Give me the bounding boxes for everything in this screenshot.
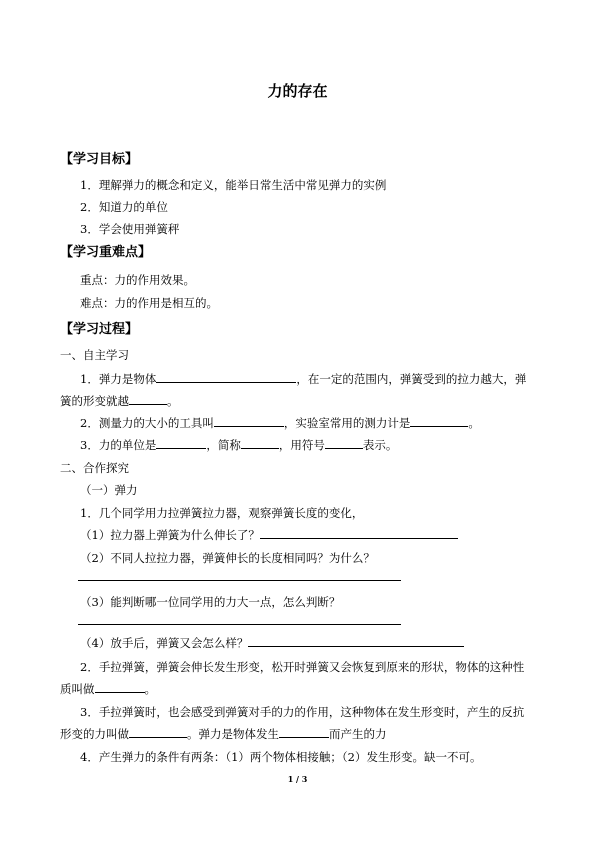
answer-blank[interactable]	[214, 415, 284, 427]
exercise-1-2: （2）不同人拉拉力器，弹簧伸长的长度相同吗？为什么？	[80, 551, 375, 565]
exercise-2-line2: 质叫做 。	[60, 682, 156, 696]
answer-line[interactable]	[78, 624, 401, 625]
q1-line1: 1．弹力是物体 ，在一定的范围内，弹簧受到的拉力越大，弹	[80, 372, 527, 386]
part2-heading: 二、合作探究	[60, 461, 129, 475]
answer-blank[interactable]	[248, 635, 464, 647]
exercise-1-4: （4）放手后，弹簧又会怎么样？	[80, 635, 464, 651]
answer-blank[interactable]	[156, 371, 296, 383]
process-heading: 【学习过程】	[60, 322, 139, 337]
exercise-3-line1: 3．手拉弹簧时，也会感受到弹簧对手的力的作用，这种物体在发生形变时，产生的反抗	[80, 705, 525, 719]
goal-item: 2．知道力的单位	[80, 200, 168, 214]
exercise-1-3: （3）能判断哪一位同学用的力大一点，怎么判断？	[80, 595, 341, 609]
goals-heading: 【学习目标】	[60, 152, 139, 167]
key-heading: 【学习重难点】	[60, 245, 152, 260]
focus-text: 重点：力的作用效果。	[80, 273, 195, 287]
answer-blank[interactable]	[410, 415, 468, 427]
answer-blank[interactable]	[95, 681, 145, 693]
answer-blank[interactable]	[129, 393, 167, 405]
answer-blank[interactable]	[260, 527, 458, 539]
answer-blank[interactable]	[156, 437, 206, 449]
page-title: 力的存在	[267, 82, 328, 100]
answer-blank[interactable]	[279, 726, 329, 738]
q1-line2: 簧的形变就越 。	[60, 394, 179, 408]
answer-blank[interactable]	[129, 726, 187, 738]
subsection-heading: （一）弹力	[80, 483, 138, 497]
part1-heading: 一、自主学习	[60, 348, 129, 362]
exercise-4: 4．产生弹力的条件有两条：（1）两个物体相接触；（2）发生形变。缺一不可。	[80, 750, 482, 764]
page-number: 1 / 3	[287, 774, 308, 784]
answer-line[interactable]	[78, 580, 401, 581]
goal-item: 1．理解弹力的概念和定义，能举日常生活中常见弹力的实例	[80, 178, 387, 192]
exercise-2-line1: 2．手拉弹簧，弹簧会伸长发生形变，松开时弹簧又会恢复到原来的形状，物体的这种性	[80, 660, 525, 674]
exercise-1: 1．几个同学用力拉弹簧拉力器，观察弹簧长度的变化，	[80, 506, 364, 520]
q3-line: 3．力的单位是 ，简称 ，用符号 表示。	[80, 438, 398, 452]
goal-item: 3．学会使用弹簧秤	[80, 222, 180, 236]
exercise-3-line2: 形变的力叫做 。弹力是物体发生 而产生的力	[60, 727, 387, 741]
answer-blank[interactable]	[241, 437, 279, 449]
exercise-1-1: （1）拉力器上弹簧为什么伸长了？	[80, 527, 458, 543]
q2-line: 2．测量力的大小的工具叫 ，实验室常用的测力计是 。	[80, 416, 480, 430]
answer-blank[interactable]	[325, 437, 363, 449]
difficulty-text: 难点：力的作用是相互的。	[80, 296, 218, 310]
